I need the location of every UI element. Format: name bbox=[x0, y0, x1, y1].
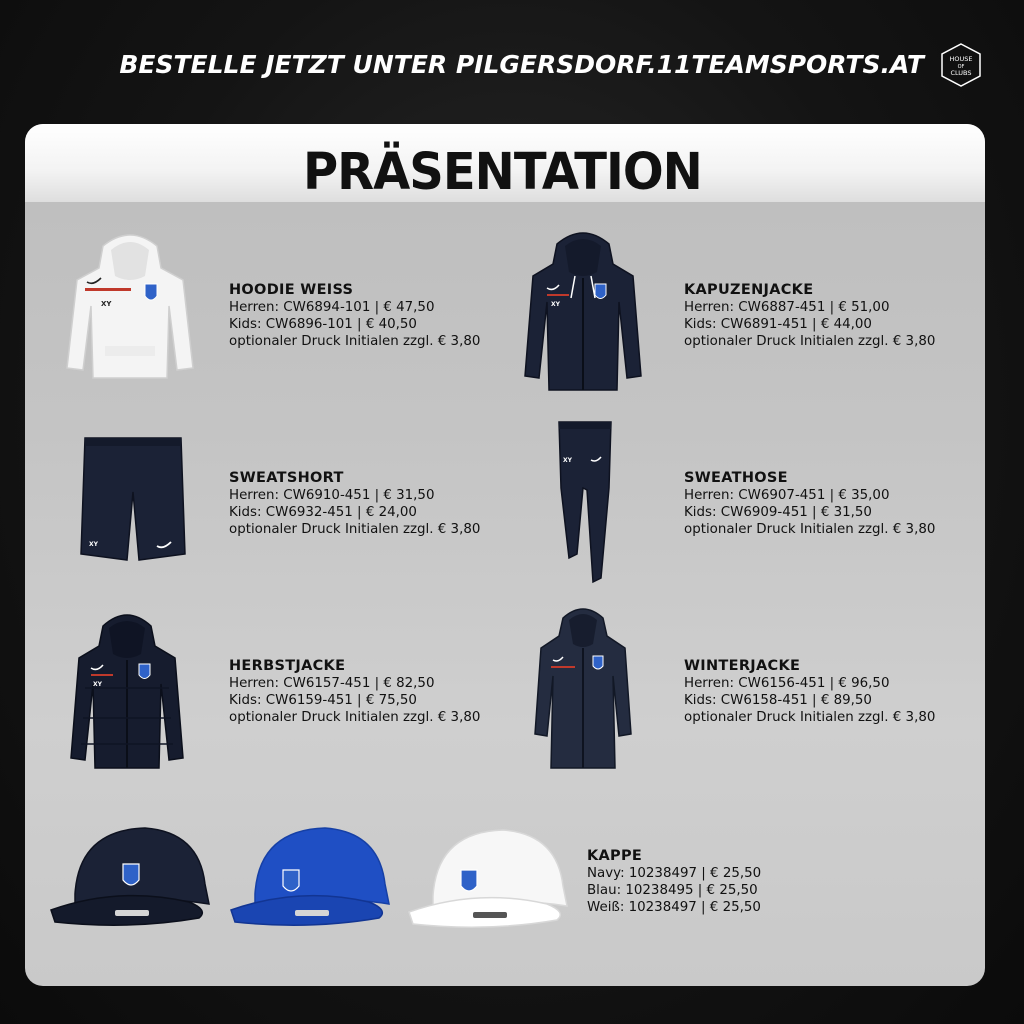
product-line-print: optionaler Druck Initialen zzgl. € 3,80 bbox=[684, 522, 936, 537]
product-line-herren: Herren: CW6907-451 | € 35,00 bbox=[684, 488, 890, 503]
order-url-text: BESTELLE JETZT UNTER PILGERSDORF.11TEAMSPORTS.AT bbox=[119, 50, 924, 79]
product-name: SWEATHOSE bbox=[684, 470, 788, 486]
product-line-print: optionaler Druck Initialen zzgl. € 3,80 bbox=[229, 522, 481, 537]
herbstjacke-image bbox=[69, 608, 185, 772]
product-winterjacke bbox=[684, 658, 935, 726]
cap-white-image bbox=[407, 826, 573, 936]
product-line-herren: Herren: CW6156-451 | € 96,50 bbox=[684, 676, 890, 691]
product-line-print: optionaler Druck Initialen zzgl. € 3,80 bbox=[684, 710, 936, 725]
house-of-clubs-logo bbox=[938, 42, 984, 88]
sweatshort-image bbox=[77, 434, 187, 564]
product-line-kids: Kids: CW6932-451 | € 24,00 bbox=[229, 505, 417, 520]
product-line-print: optionaler Druck Initialen zzgl. € 3,80 bbox=[229, 334, 481, 349]
product-line-navy: Navy: 10238497 | € 25,50 bbox=[587, 866, 762, 881]
svg-text:XY: XY bbox=[563, 457, 572, 464]
product-line-kids: Kids: CW6896-101 | € 40,50 bbox=[229, 317, 417, 332]
product-name: SWEATSHORT bbox=[229, 470, 344, 486]
sweathose-image bbox=[547, 418, 617, 588]
product-name: HERBSTJACKE bbox=[229, 658, 346, 674]
product-line-herren: Herren: CW6157-451 | € 82,50 bbox=[229, 676, 435, 691]
product-line-blau: Blau: 10238495 | € 25,50 bbox=[587, 883, 758, 898]
product-sweatshort bbox=[229, 470, 480, 538]
hoodie-white-image bbox=[65, 228, 195, 388]
header bbox=[0, 42, 1024, 92]
product-name: KAPPE bbox=[587, 848, 643, 864]
presentation-card bbox=[25, 124, 985, 986]
product-line-herren: Herren: CW6910-451 | € 31,50 bbox=[229, 488, 435, 503]
product-line-print: optionaler Druck Initialen zzgl. € 3,80 bbox=[684, 334, 936, 349]
product-line-kids: Kids: CW6909-451 | € 31,50 bbox=[684, 505, 872, 520]
product-kapuzenjacke bbox=[684, 282, 935, 350]
svg-text:XY: XY bbox=[551, 301, 560, 308]
product-line-weiss: Weiß: 10238497 | € 25,50 bbox=[587, 900, 761, 915]
svg-text:HOUSE: HOUSE bbox=[949, 55, 973, 63]
product-line-print: optionaler Druck Initialen zzgl. € 3,80 bbox=[229, 710, 481, 725]
svg-text:XY: XY bbox=[93, 681, 102, 688]
product-name: KAPUZENJACKE bbox=[684, 282, 814, 298]
product-line-herren: Herren: CW6887-451 | € 51,00 bbox=[684, 300, 890, 315]
product-kappe bbox=[587, 848, 761, 916]
product-herbstjacke bbox=[229, 658, 480, 726]
title-band bbox=[25, 124, 985, 202]
svg-text:XY: XY bbox=[101, 300, 112, 308]
page-title: PRÄSENTATION bbox=[303, 142, 702, 202]
product-line-kids: Kids: CW6159-451 | € 75,50 bbox=[229, 693, 417, 708]
product-sweathose bbox=[684, 470, 935, 538]
cap-blue-image bbox=[229, 824, 395, 934]
product-line-herren: Herren: CW6894-101 | € 47,50 bbox=[229, 300, 435, 315]
svg-text:XY: XY bbox=[89, 541, 98, 548]
product-hoodie-weiss bbox=[229, 282, 480, 350]
product-name: WINTERJACKE bbox=[684, 658, 801, 674]
product-line-kids: Kids: CW6891-451 | € 44,00 bbox=[684, 317, 872, 332]
winterjacke-image bbox=[533, 604, 633, 774]
svg-text:OF: OF bbox=[957, 64, 965, 70]
cap-navy-image bbox=[49, 824, 215, 934]
product-name: HOODIE WEISS bbox=[229, 282, 354, 298]
svg-text:CLUBS: CLUBS bbox=[950, 69, 972, 77]
kapuzenjacke-image bbox=[523, 226, 643, 396]
product-line-kids: Kids: CW6158-451 | € 89,50 bbox=[684, 693, 872, 708]
